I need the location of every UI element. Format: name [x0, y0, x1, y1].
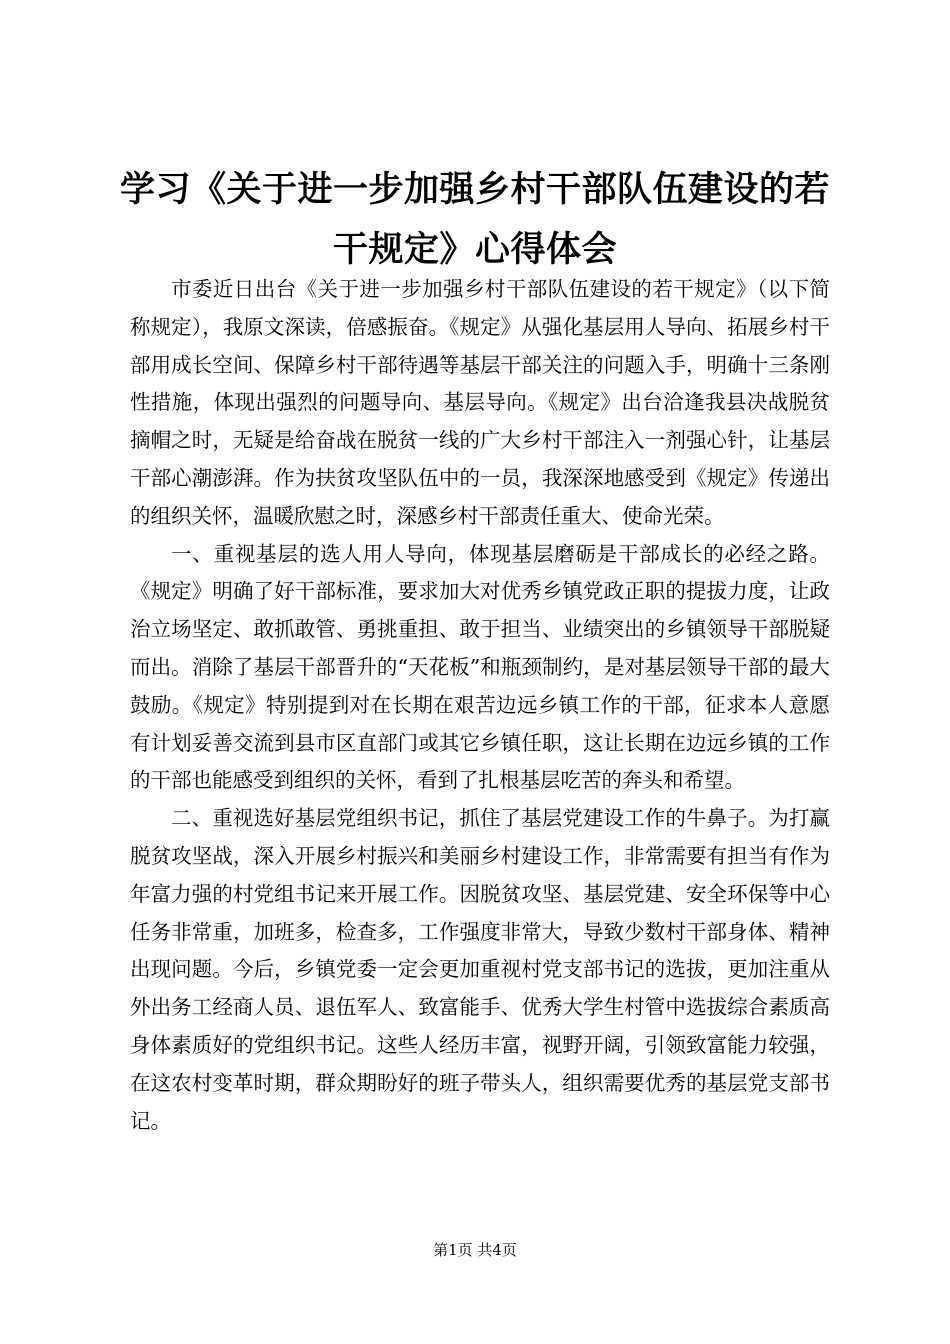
- document-title: [120, 160, 830, 280]
- paragraph-section-1: 一、重视基层的选人用人导向，体现基层磨砺是干部成长的必经之路。《规定》明确了好干部标准，要求加大对优秀乡镇党政正职的提拔力度，让政治立场坚定、敢抓敢管、勇挑重担、敢于担当、业绩突出的乡镇领导干部脱疑而出。消除了基层干部晋升的“天花板”和瓶颈制约，是对基层领导干部的最大鼓励。《规定》特别提到对在长期在艰苦边远乡镇工作的干部，征求本人意愿有计划妥善交流到县市区直部门或其它乡镇任职，这让长期在边远乡镇的工作的干部也能感受到组织的关怀，看到了扎根基层吃苦的奔头和希望。: [130, 541, 830, 793]
- page-number-footer: 第1页 共4页: [433, 1241, 517, 1259]
- paragraph-section-2: 二、重视选好基层党组织书记，抓住了基层党建设工作的牛鼻子。为打赢脱贫攻坚战，深入开展乡村振兴和美丽乡村建设工作，非常需要有担当有作为年富力强的村党组书记来开展工作。因脱贫攻坚、基层党建、安全环保等中心任务非常重，加班多，检查多，工作强度非常大，导致少数村干部身体、精神出现问题。今后，乡镇党委一定会更加重视村党支部书记的选拔，更加注重从外出务工经商人员、退伍军人、致富能手、优秀大学生村管中选拔综合素质高身体素质好的党组织书记。这些人经历丰富，视野开阔，引领致富能力较强，在这农村变革时期，群众期盼好的班子带头人，组织需要优秀的基层党支部书记。: [130, 806, 830, 1133]
- document-body: [130, 271, 830, 1140]
- title-line-2: 干规定》心得体会: [332, 230, 617, 270]
- paragraph-intro: 市委近日出台《关于进一步加强乡村干部队伍建设的若干规定》（以下简称规定），我原文深读，倍感振奋。《规定》从强化基层用人导向、拓展乡村干部用成长空间、保障乡村干部待遇等基层干部关注的问题入手，明确十三条刚性措施，体现出强烈的问题导向、基层导向。《规定》出台洽逢我县决战脱贫摘帽之时，无疑是给奋战在脱贫一线的广大乡村干部注入一剂强心针，让基层干部心潮澎湃。作为扶贫攻坚队伍中的一员，我深深地感受到《规定》传递出的组织关怀，温暖欣慰之时，深感乡村干部责任重大、使命光荣。: [130, 277, 830, 528]
- title-line-1: 学习《关于进一步加强乡村干部队伍建设的若: [120, 170, 831, 210]
